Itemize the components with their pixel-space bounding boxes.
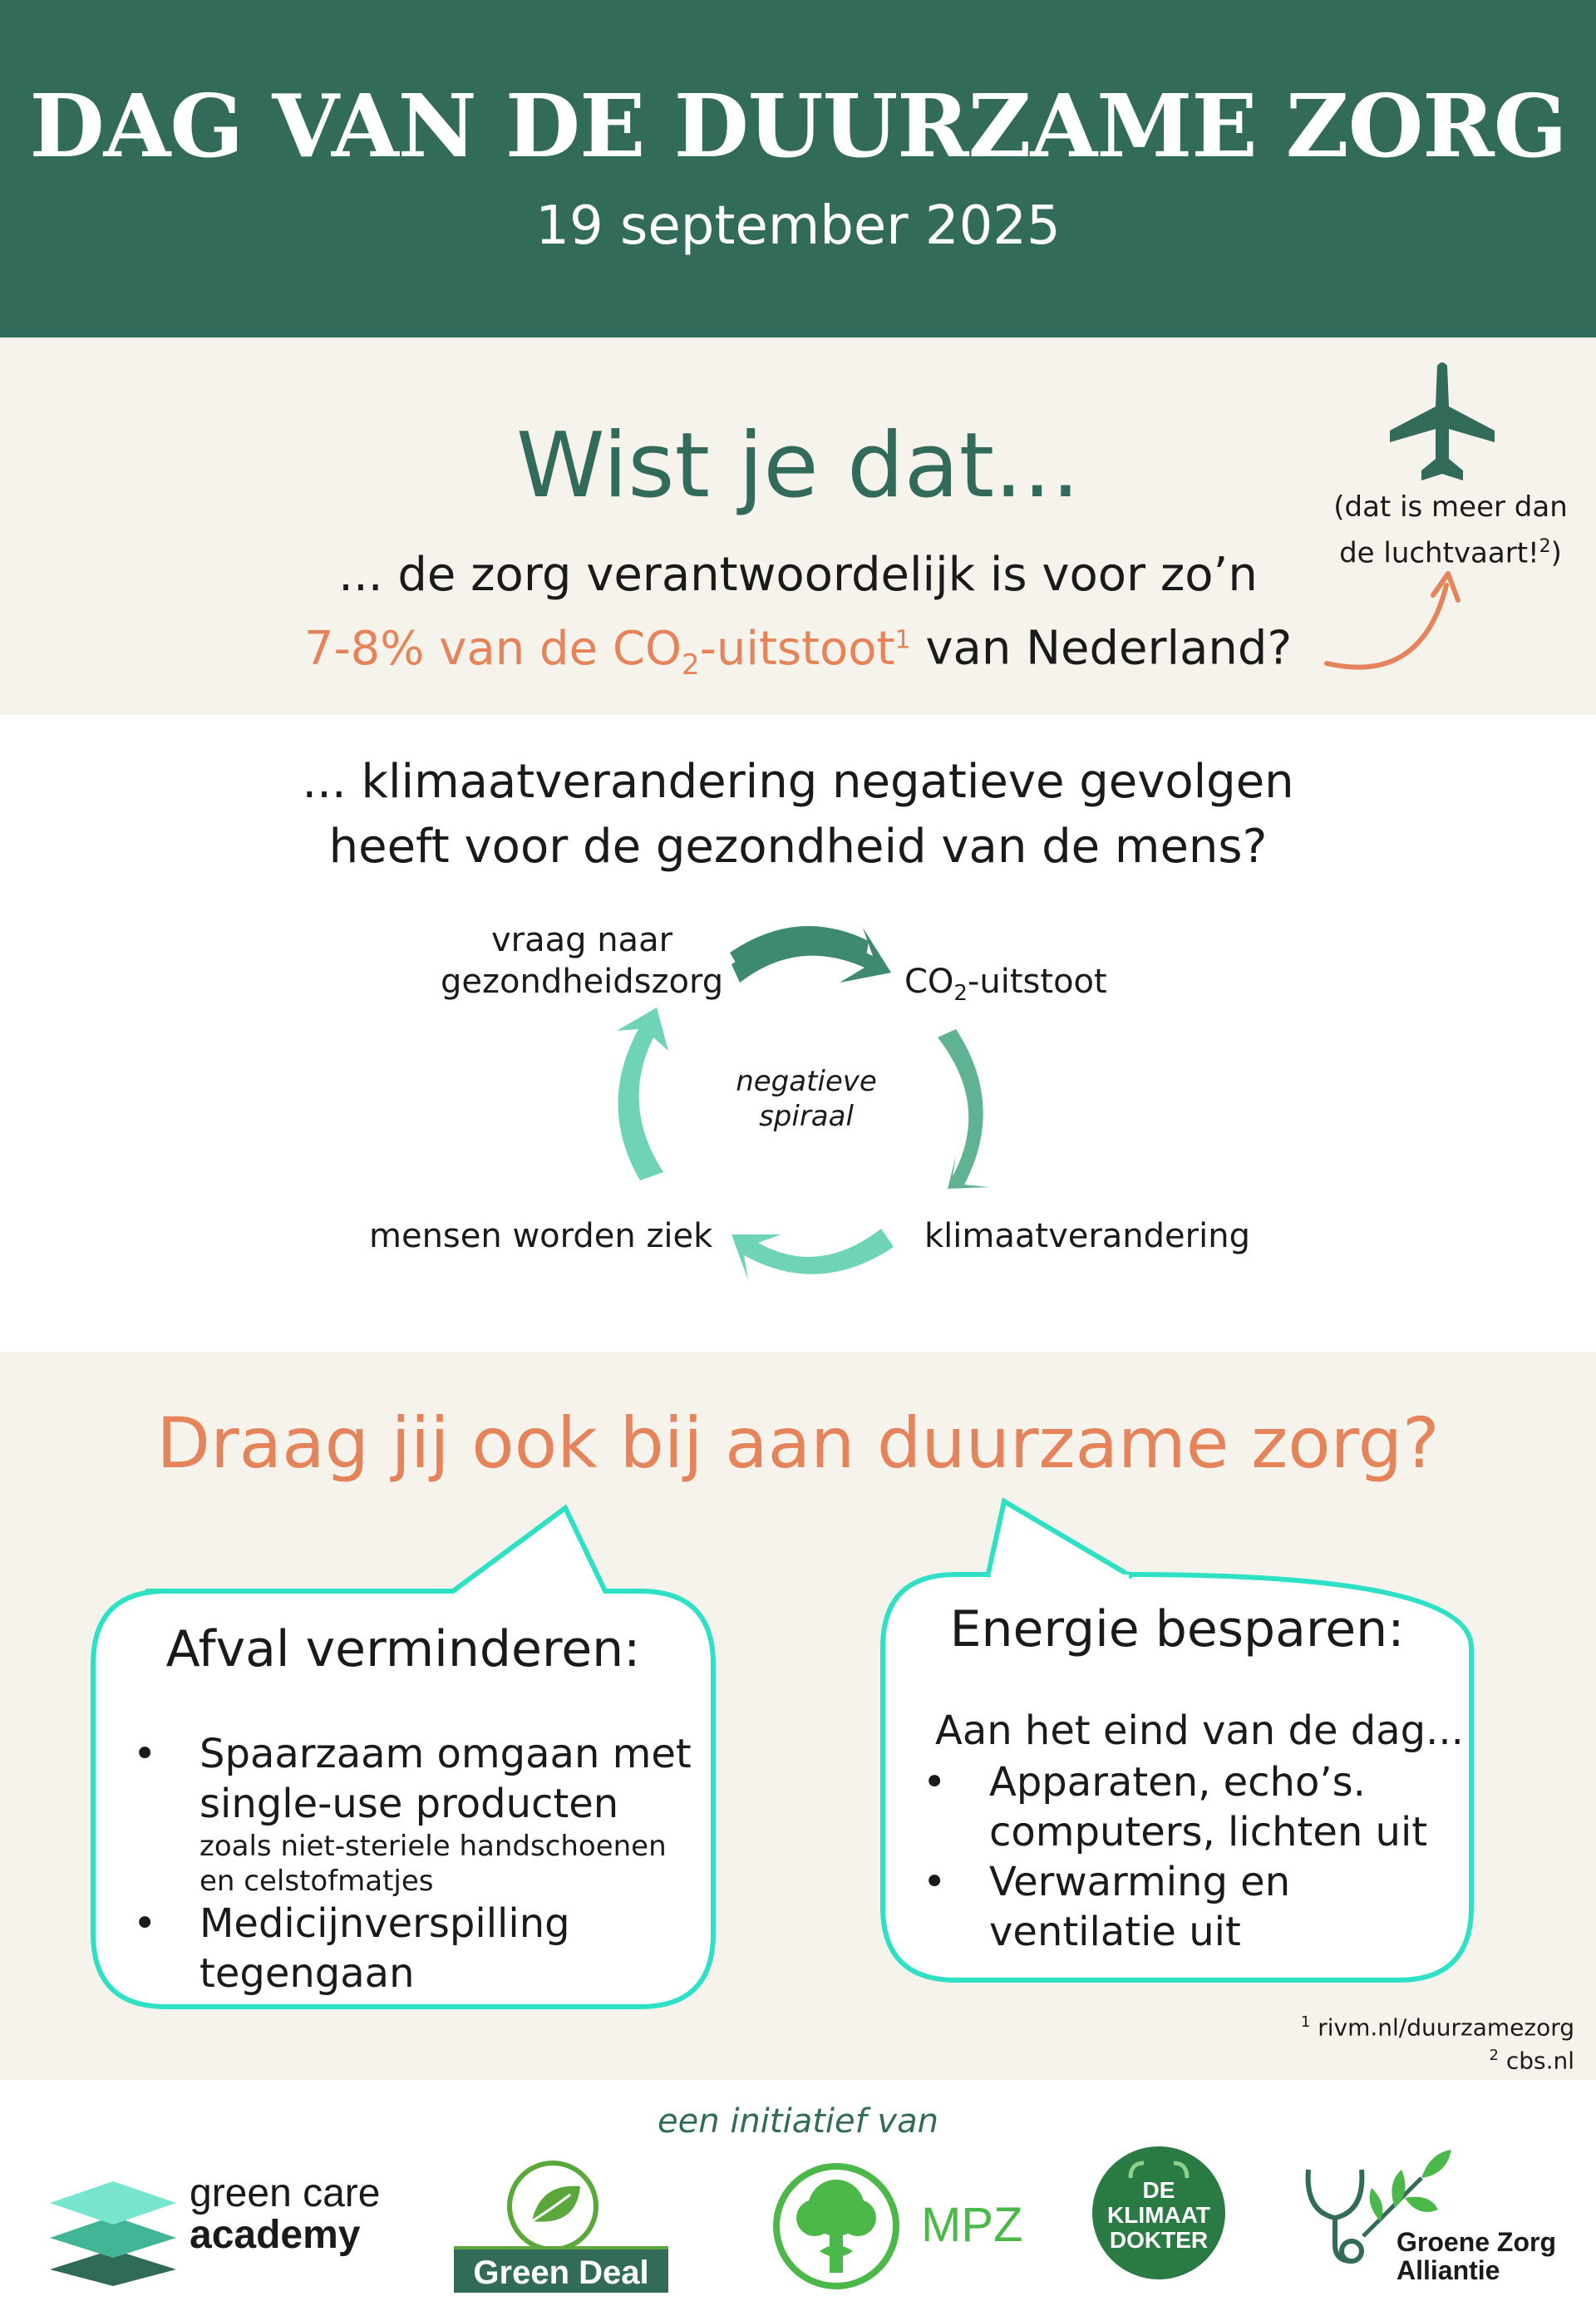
waste-item-medicine bbox=[133, 1899, 698, 1998]
cycle-arrow-bottom bbox=[732, 1229, 894, 1280]
klimaat-dokter-logo bbox=[1091, 2178, 1227, 2253]
footnote-1 bbox=[1301, 2008, 1574, 2042]
energy-item-devices bbox=[923, 1757, 1455, 1857]
fact-line-1: ... de zorg verantwoordelijk is voor zo’n bbox=[338, 548, 1258, 602]
klimaat-dokter-line-1: DE bbox=[1142, 2177, 1175, 2203]
healthcare-demand-line-1: vraag naar bbox=[490, 921, 673, 959]
aviation-note-text: de luchtvaart! bbox=[1339, 536, 1539, 570]
did-you-know-title: Wist je dat... bbox=[515, 414, 1081, 518]
gza-line-1: Groene Zorg bbox=[1396, 2227, 1557, 2257]
waste-item-2-line-2: tegengaan bbox=[200, 1950, 415, 1997]
footnote-2 bbox=[1301, 2042, 1574, 2075]
energy-item-1-line-1: • Apparaten, echo’s. bbox=[989, 1759, 1366, 1806]
footnote-2-ref: 2 bbox=[1489, 2047, 1499, 2065]
gza-line-2: Alliantie bbox=[1396, 2255, 1500, 2285]
green-care-academy-logo-icon bbox=[47, 2161, 180, 2286]
energy-item-2-line-2: ventilatie uit bbox=[989, 1909, 1241, 1955]
groene-zorg-alliantie-logo bbox=[1396, 2228, 1556, 2284]
co2-highlight bbox=[303, 621, 911, 682]
cycle-arrow-left bbox=[617, 1008, 668, 1180]
gca-line-2: academy bbox=[190, 2213, 361, 2257]
energy-item-2-line-1: • Verwarming en bbox=[989, 1859, 1291, 1905]
footnote-ref-1: 1 bbox=[894, 625, 911, 654]
fact-line-2-rest: van Nederland? bbox=[910, 621, 1293, 676]
partner-logos bbox=[0, 2080, 1596, 2306]
waste-list bbox=[133, 1729, 698, 1998]
header-banner bbox=[0, 0, 1596, 338]
co2-label-prefix: CO bbox=[904, 963, 954, 1001]
aviation-note-line-1: (dat is meer dan bbox=[1333, 490, 1568, 524]
initiative-label: een initiatief van bbox=[658, 2102, 938, 2141]
aviation-note bbox=[1297, 487, 1596, 573]
waste-item-1-note-1: zoals niet-steriele handschoenen bbox=[200, 1830, 667, 1863]
waste-title: Afval verminderen: bbox=[165, 1620, 641, 1678]
energy-item-heating bbox=[923, 1857, 1455, 1957]
spiral-center-line-2: spiraal bbox=[759, 1100, 854, 1133]
footnote-2-text: cbs.nl bbox=[1505, 2047, 1574, 2075]
co2-label-suffix: -uitstoot bbox=[967, 963, 1107, 1001]
waste-item-1-line-1: • Spaarzaam omgaan met bbox=[200, 1731, 692, 1777]
footnote-1-text: rivm.nl/duurzamezorg bbox=[1318, 2013, 1574, 2042]
did-you-know-section bbox=[0, 338, 1596, 715]
healthcare-demand-line-2: gezondheidszorg bbox=[441, 963, 724, 1001]
contribute-section bbox=[0, 1352, 1596, 2080]
climate-question-line-1: ... klimaatverandering negatieve gevolgen bbox=[302, 755, 1294, 809]
event-date: 19 september 2025 bbox=[535, 195, 1061, 257]
cycle-label-healthcare-demand bbox=[441, 919, 723, 1003]
co2-label-subscript: 2 bbox=[953, 981, 968, 1006]
contribute-title: Draag jij ook bij aan duurzame zorg? bbox=[156, 1402, 1440, 1484]
waste-item-2-line-1: • Medicijnverspilling bbox=[200, 1900, 570, 1947]
cycle-label-co2 bbox=[904, 961, 1107, 1014]
green-care-academy-logo bbox=[190, 2173, 380, 2256]
footnotes bbox=[1301, 2008, 1574, 2076]
mpz-logo: MPZ bbox=[921, 2198, 1023, 2252]
spiral-center-line-1: negatieve bbox=[736, 1065, 877, 1098]
co2-highlight-suffix: -uitstoot bbox=[699, 621, 895, 676]
energy-list bbox=[923, 1757, 1455, 1957]
green-deal-logo-icon bbox=[490, 2155, 615, 2254]
airplane-icon bbox=[1388, 361, 1496, 485]
green-deal-logo: Green Deal bbox=[454, 2246, 668, 2293]
gca-line-1: green care bbox=[190, 2171, 381, 2215]
mpz-logo-icon bbox=[770, 2160, 903, 2293]
waste-item-1-line-2: single-use producten bbox=[200, 1781, 619, 1827]
negative-spiral-diagram bbox=[0, 715, 1596, 1352]
waste-item-single-use bbox=[133, 1729, 698, 1899]
climate-section bbox=[0, 715, 1596, 1352]
aviation-note-close: ) bbox=[1550, 536, 1562, 570]
co2-subscript: 2 bbox=[682, 648, 700, 682]
spiral-center-label bbox=[698, 1064, 914, 1134]
footnote-ref-2: 2 bbox=[1539, 536, 1551, 557]
page-title: DAG VAN DE DUURZAME ZORG bbox=[29, 75, 1567, 177]
cycle-label-climate-change: klimaatverandering bbox=[924, 1217, 1250, 1255]
klimaat-dokter-line-3: DOKTER bbox=[1109, 2227, 1209, 2253]
climate-question-line-2: heeft voor de gezondheid van de mens? bbox=[328, 820, 1268, 874]
energy-item-1-line-2: computers, lichten uit bbox=[989, 1809, 1428, 1855]
curved-arrow-icon bbox=[1322, 562, 1463, 678]
co2-highlight-prefix: 7-8% van de CO bbox=[303, 621, 682, 676]
klimaat-dokter-line-2: KLIMAAT bbox=[1107, 2202, 1210, 2228]
energy-intro: Aan het eind van de dag... bbox=[935, 1707, 1464, 1754]
waste-item-1-note-2: en celstofmatjes bbox=[200, 1865, 434, 1898]
energy-title: Energie besparen: bbox=[949, 1600, 1405, 1658]
footnote-1-ref: 1 bbox=[1300, 2013, 1311, 2031]
cycle-arrow-right bbox=[938, 1029, 989, 1189]
cycle-label-people-sick: mensen worden ziek bbox=[369, 1217, 713, 1255]
